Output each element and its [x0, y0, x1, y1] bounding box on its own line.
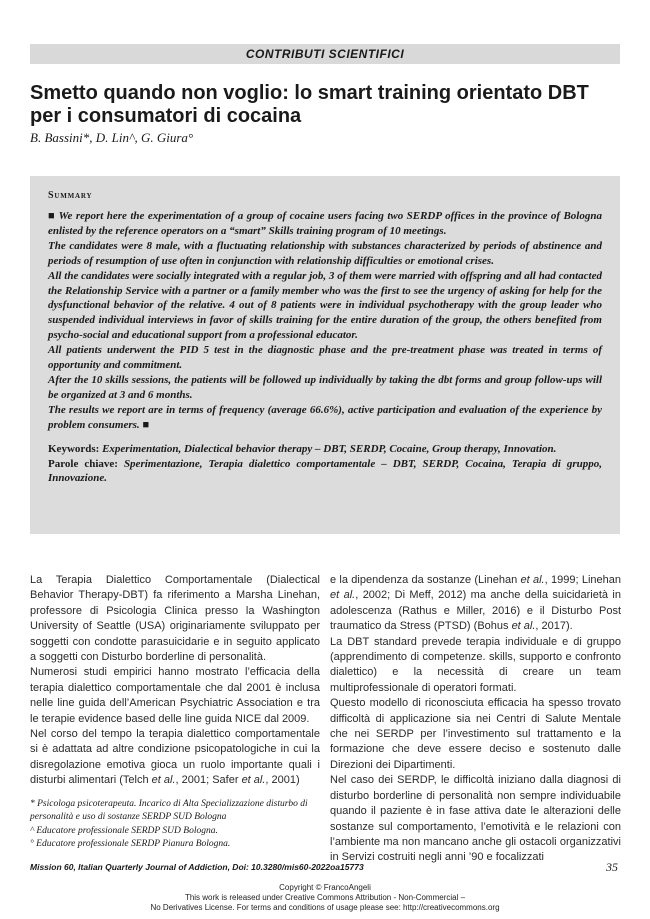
- body-paragraph: La DBT standard prevede terapia individuale e di gruppo (apprendimento di competenze. skills, supporto e confronto dialettico) e la necessità di creare un team multiprofessionale di operatori formati.: [330, 635, 621, 694]
- body-paragraph: Nel caso dei SERDP, le difficoltà iniziano dalla diagnosi di disturbo borderline di personalità non sempre individuabile quando il paziente è in fase attiva date le alterazioni delle sostanze sul comportamento, l’emotività e le relazioni con l’ambiente ma non mancano anche gli ostacoli organizzativi in Servizi costruiti negli anni ’90 e focalizzati: [330, 774, 621, 864]
- body-paragraph: e la dipendenza da sostanze (Linehan et al., 1999; Linehan et al., 2002; Di Meff, 2012) ma anche della suicidarietà in adolescenza (Rathus e Miller, 2016) e il Disturbo Post traumatico da Stress (PTSD) (Bohus et al., 2017).: [330, 574, 621, 633]
- page-number: 35: [606, 860, 618, 874]
- keywords: Keywords: Experimentation, Dialectical behavior therapy – DBT, SERDP, Cocaine, Group therapy, Innovation.: [48, 442, 557, 455]
- parole-chiave: Parole chiave: Sperimentazione, Terapia dialettico comportamentale – DBT, SERDP, Cocaina, Terapia di gruppo, Innovazione.: [48, 457, 602, 485]
- summary-paragraph-3: All the candidates were socially integrated with a regular job, 3 of them were married with offspring and all had contacted the Relationship Service with a partner or a family member who was the first to see the urgency of asking for help for the dysfunctional behavior of the relative. 4 out of 8 patients were in individual psychotherapy with the group leader who suspended individual interviews in favor of skills training for the entire duration of the group, the others benefited from psycho-social and educational support from a professional educator.: [48, 269, 602, 342]
- summary-paragraph-1: ■ We report here the experimentation of a group of cocaine users facing two SERDP offices in the province of Bologna enlisted by the reference operators on a “smart” Skills training program of 10 meetings.: [48, 210, 602, 237]
- summary-paragraph-4: All patients underwent the PID 5 test in the diagnostic phase and the pre-treatment phase was treated in terms of opportunity and commitment.: [48, 344, 602, 372]
- body-paragraph: Nel corso del tempo la terapia dialettico comportamentale si è adattata ad altre condizione psicopatologiche in cui la disregolazione emotiva gioca un ruolo importante quali i disturbi alimentari (Telch et al., 2001; Safer et al., 2001): [30, 728, 320, 787]
- journal-citation: Mission 60, Italian Quarterly Journal of Addiction, Doi: 10.3280/mis60-2022oa15773: [30, 862, 364, 872]
- body-paragraph: La Terapia Dialettico Comportamentale (Dialectical Behavior Therapy-DBT) fa riferimento a Marsha Linehan, professore di Psicologia Clinica presso la Washington University of Seattle (USA) originariamente sviluppato per soggetti con condotte parasuicidarie e in seguito applicato a soggetti con Disturbo borderline di personalità.: [30, 574, 320, 664]
- left-column: [30, 573, 320, 789]
- section-label: CONTRIBUTI SCIENTIFICI: [30, 44, 620, 64]
- summary-box: [30, 176, 620, 534]
- authors: B. Bassini*, D. Lin^, G. Giura°: [30, 130, 194, 145]
- summary-heading: Summary: [48, 190, 93, 201]
- footnote-1: * Psicologa psicoterapeuta. Incarico di Alta Specializzazione disturbo di personalità e uso di sostanze SERDP SUD Bologna: [30, 799, 308, 823]
- footnote-2: ^ Educatore professionale SERDP SUD Bologna.: [30, 825, 218, 836]
- bullet-icon: ■: [48, 210, 56, 222]
- copyright-line-2: This work is released under Creative Commons Attribution - Non-Commercial –: [184, 893, 466, 902]
- right-column: [330, 573, 621, 866]
- title-line-1: Smetto quando non voglio: lo smart training orientato DBT: [30, 82, 589, 104]
- copyright-line-1: Copyright © FrancoAngeli: [279, 883, 371, 892]
- article-title: [30, 82, 630, 128]
- footnote-3: ° Educatore professionale SERDP Pianura Bologna.: [30, 839, 231, 850]
- copyright-line-3: No Derivatives License. For terms and conditions of usage please see: http://creativecommons.org: [150, 903, 500, 912]
- body-paragraph: Numerosi studi empirici hanno mostrato l’efficacia della terapia dialettico comportamentale che dal 2001 è inclusa nelle line guida dell’American Psychiatric Association e tra le terapie evidence based delle line guida NICE dal 2009.: [30, 666, 320, 725]
- summary-paragraph-5: After the 10 skills sessions, the patients will be followed up individually by taking the dbt forms and group follow-ups will be organized at 3 and 6 months.: [48, 373, 602, 401]
- summary-paragraph-6: The results we report are in terms of frequency (average 66.6%), active participation and evaluation of the experience by problem consumers. ■: [48, 403, 602, 431]
- title-line-2: per i consumatori di cocaina: [30, 105, 302, 127]
- body-paragraph: Questo modello di riconosciuta efficacia ha spesso trovato difficoltà di applicazione sia nei Centri di Salute Mentale che nei SERDP per l’investimento sul trattamento e la formazione che deve essere deciso e sostenuto dalle Direzioni dei Dipartimenti.: [330, 697, 621, 771]
- footnotes: [30, 798, 320, 852]
- copyright-notice: [0, 883, 650, 913]
- summary-paragraph-2: The candidates were 8 male, with a fluctuating relationship with substances characterized by periods of abstinence and periods of resumption of use often in conjunction with relationship difficulties or emotional crises.: [48, 239, 602, 267]
- end-bullet-icon: ■: [142, 418, 150, 431]
